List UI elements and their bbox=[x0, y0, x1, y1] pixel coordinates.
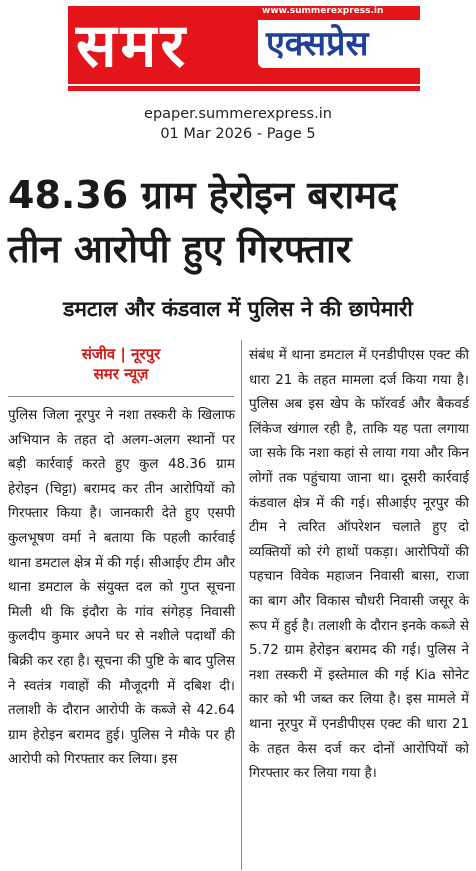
masthead-title-express: एक्सप्रेस bbox=[266, 24, 369, 64]
article-body-right-column: संबंध में थाना डमटाल में एनडीपीएस एक्ट की धारा 21 के तहत मामला दर्ज किया गया है। पुलिस अब इस खेप के फॉरवर्ड और बैकवर्ड लिंकेज खंगाल रही है, ताकि यह पता लगाया जा सके कि नशा कहां से लाया गया और किन लोगों तक पहुंचाया जाना था। दूसरी कार्रवाई कंडवाल क्षेत्र में की गई। सीआईए नूरपुर की टीम ने त्वरित ऑपरेशन चलाते हुए दो व्यक्तियों को रंगे हाथों पकड़ा। आरोपियों की पहचान विवेक महाजन निवासी बासा, राजा का बाग और विकास चौधरी निवासी जसूर के रूप में हुई है। तलाशी के दौरान इनके कब्जे से 5.72 ग्राम हेरोइन बरामद की गई। पुलिस ने नशा तस्करी में इस्तेमाल की गई Kia सोनेट कार को भी जब्त कर लिया है। इस मामले में थाना नूरपुर में एनडीपीएस एक्ट की धारा 21 के तहत केस दर्ज कर दोनों आरोपियों को गिरफ्तार कर लिया गया है। bbox=[249, 348, 469, 782]
article-body-left-column: पुलिस जिला नूरपुर ने नशा तस्करी के खिलाफ अभियान के तहत दो अलग-अलग स्थानों पर बड़ी कार्रवाई करते हुए कुल 48.36 ग्राम हेरोइन (चिट्टा) बरामद कर तीन आरोपियों को गिरफ्तार किया है। जानकारी देते हुए एसपी कुलभूषण वर्मा ने बताया कि पहली कार्रवाई थाना डमटाल क्षेत्र में की गई। सीआईए टीम और थाना डमटाल के संयुक्त दल को गुप्त सूचना मिली थी कि इंदौरा के गांव संगेहड़ निवासी कुलदीप कुमार अपने घर से नशीले पदार्थों की बिक्री कर रहा है। सूचना की पुष्टि के बाद पुलिस ने स्वतंत्र गवाहों की मौजूदगी में दबिश दी। तलाशी के दौरान आरोपी के कब्जे से 42.64 ग्राम हेरोइन बरामद हुई। पुलिस ने मौके पर ही आरोपी को गिरफ्तार कर लिया। इस bbox=[8, 408, 235, 768]
headline-line-1: 48.36 ग्राम हेरोइन बरामद bbox=[8, 173, 398, 217]
byline-agency: समर न्यूज़ bbox=[93, 365, 149, 383]
masthead-title-samar: समर bbox=[76, 11, 189, 81]
edition-info bbox=[0, 104, 476, 144]
byline-divider bbox=[8, 396, 234, 397]
byline-reporter: संजीव | नूरपुर bbox=[81, 345, 161, 363]
headline bbox=[8, 168, 468, 276]
edition-date-page: 01 Mar 2026 - Page 5 bbox=[160, 126, 316, 142]
byline bbox=[8, 344, 234, 384]
edition-site[interactable]: epaper.summerexpress.in bbox=[144, 106, 332, 122]
masthead-underline bbox=[68, 86, 420, 91]
masthead-website[interactable]: www.summerexpress.in bbox=[262, 6, 384, 16]
subheadline: डमटाल और कंडवाल में पुलिस ने की छापेमारी bbox=[63, 297, 413, 321]
masthead bbox=[0, 0, 476, 98]
headline-line-2: तीन आरोपी हुए गिरफ्तार bbox=[8, 227, 352, 271]
column-divider bbox=[241, 340, 242, 870]
